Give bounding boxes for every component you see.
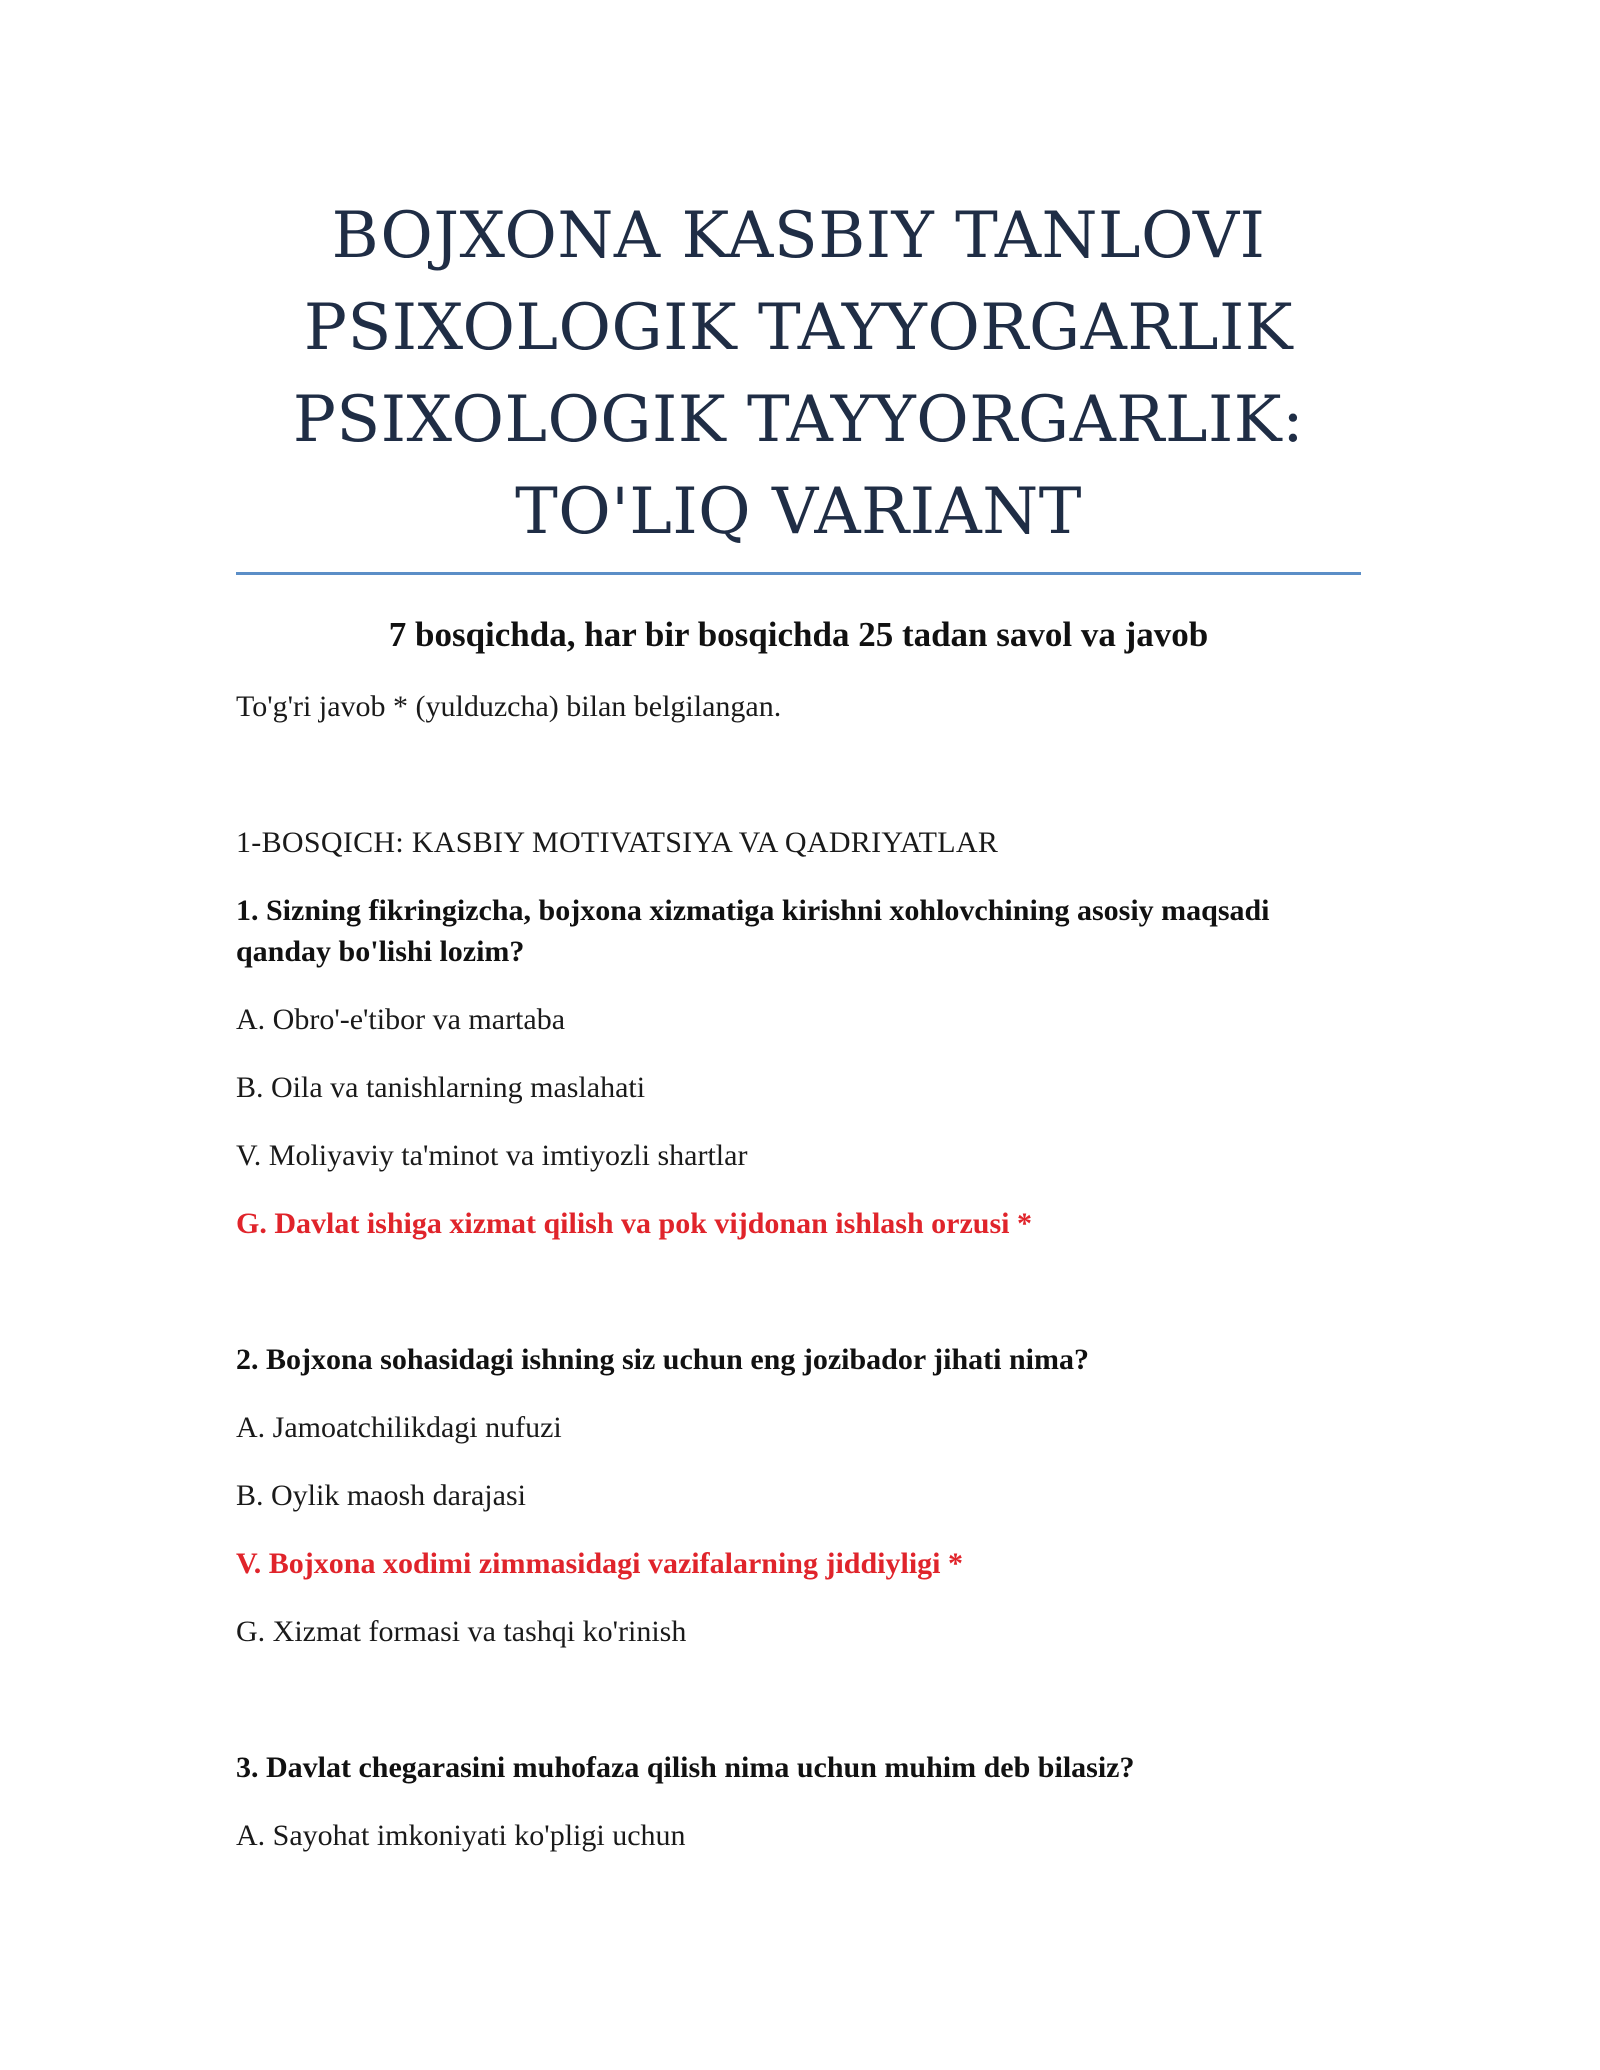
answer-option: G. Xizmat formasi va tashqi ko'rinish (236, 1615, 687, 1648)
title-line-1: BOJXONA KASBIY TANLOVI (331, 199, 1266, 273)
answer-option: A. Sayohat imkoniyati ko'pligi uchun (236, 1819, 686, 1852)
question-block-2 (236, 1339, 1361, 1652)
title-line-4: TO'LIQ VARIANT (515, 475, 1082, 549)
answer-option: V. Moliyaviy ta'minot va imtiyozli shartlar (236, 1139, 748, 1172)
document-title (236, 190, 1361, 558)
document-page (236, 190, 1361, 1856)
section-heading: 1-BOSQICH: KASBIY MOTIVATSIYA VA QADRIYATLAR (236, 826, 999, 859)
question-block-3 (236, 1747, 1361, 1856)
question-block-1 (236, 890, 1361, 1244)
document-subtitle: 7 bosqichda, har bir bosqichda 25 tadan savol va javob (388, 615, 1209, 654)
question-text: 2. Bojxona sohasidagi ishning siz uchun eng jozibador jihati nima? (236, 1343, 1089, 1376)
answer-option: A. Obro'-e'tibor va martaba (236, 1003, 566, 1036)
answer-option: B. Oylik maosh darajasi (236, 1479, 526, 1512)
title-line-2: PSIXOLOGIK TAYYORGARLIK (303, 291, 1294, 365)
answer-option: B. Oila va tanishlarning maslahati (236, 1071, 646, 1104)
answer-key-note: To'g'ri javob * (yulduzcha) bilan belgilangan. (236, 690, 782, 723)
question-text: 1. Sizning fikringizcha, bojxona xizmatiga kirishni xohlovchining asosiy maqsadi qanday bo'lishi lozim? (236, 894, 1270, 968)
title-line-3: PSIXOLOGIK TAYYORGARLIK: (292, 383, 1305, 457)
correct-answer-option: G. Davlat ishiga xizmat qilish va pok vijdonan ishlash orzusi * (236, 1207, 1032, 1240)
answer-option: A. Jamoatchilikdagi nufuzi (236, 1411, 562, 1444)
correct-answer-option: V. Bojxona xodimi zimmasidagi vazifalarning jiddiyligi * (236, 1547, 964, 1580)
question-text: 3. Davlat chegarasini muhofaza qilish nima uchun muhim deb bilasiz? (236, 1751, 1135, 1784)
title-divider (236, 572, 1361, 575)
